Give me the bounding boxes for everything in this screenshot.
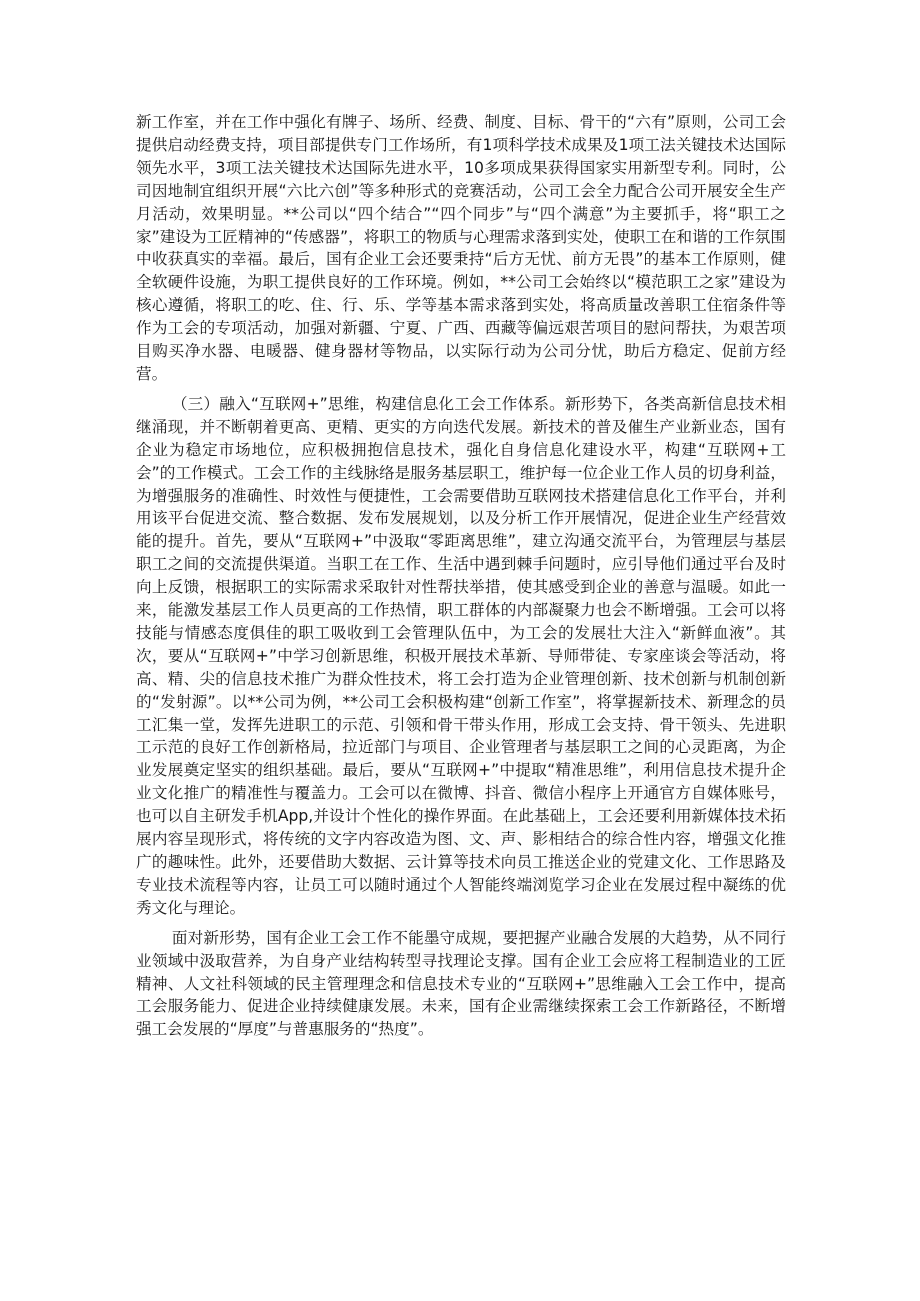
paragraph-section-3: （三）融入“互联网+”思维，构建信息化工会工作体系。新形势下，各类高新信息技术相继涌现，并不断朝着更高、更精、更实的方向迭代发展。新技术的普及催生产业新业态，国有企业为稳定市场地位，应积极拥抱信息技术，强化自身信息化建设水平，构建“互联网+工会”的工作模式。工会工作的主线脉络是服务基层职工，维护每一位企业工作人员的切身利益，为增强服务的准确性、时效性与便捷性，工会需要借助互联网技术搭建信息化工作平台，并利用该平台促进交流、整合数据、发布发展规划，以及分析工作开展情况，促进企业生产经营效能的提升。首先，要从“互联网+”中汲取“零距离思维”，建立沟通交流平台，为管理层与基层职工之间的交流提供渠道。当职工在工作、生活中遇到棘手问题时，应引导他们通过平台及时向上反馈，根据职工的实际需求采取针对性帮扶举措，使其感受到企业的善意与温暖。如此一来，能激发基层工作人员更高的工作热情，职工群体的内部凝聚力也会不断增强。工会可以将技能与情感态度俱佳的职工吸收到工会管理队伍中，为工会的发展壮大注入“新鲜血液”。其次，要从“互联网+”中学习创新思维，积极开展技术革新、导师带徒、专家座谈会等活动，将高、精、尖的信息技术推广为群众性技术，将工会打造为企业管理创新、技术创新与机制创新的“发射源”。以**公司为例，**公司工会积极构建“创新工作室”，将掌握新技术、新理念的员工汇集一堂，发挥先进职工的示范、引领和骨干带头作用，形成工会支持、骨干领头、先进职工示范的良好工作创新格局，拉近部门与项目、企业管理者与基层职工之间的心灵距离，为企业发展奠定坚实的组织基础。最后，要从“互联网+”中提取“精准思维”，利用信息技术提升企业文化推广的精准性与覆盖力。工会可以在微博、抖音、微信小程序上开通官方自媒体账号，也可以自主研发手机App,并设计个性化的操作界面。在此基础上，工会还要利用新媒体技术拓展内容呈现形式，将传统的文字内容改造为图、文、声、影相结合的综合性内容，增强文化推广的趣味性。此外，还要借助大数据、云计算等技术向员工推送企业的党建文化、工作思路及专业技术流程等内容，让员工可以随时通过个人智能终端浏览学习企业在发展过程中凝练的优秀文化与理论。 <box>136 394 786 917</box>
paragraph-conclusion: 面对新形势，国有企业工会工作不能墨守成规，要把握产业融合发展的大趋势，从不同行业领域中汲取营养，为自身产业结构转型寻找理论支撑。国有企业工会应将工程制造业的工匠精神、人文社科领域的民主管理理念和信息技术专业的“互联网+”思维融入工会工作中，提高工会服务能力、促进企业持续健康发展。未来，国有企业需继续探索工会工作新路径，不断增强工会发展的“厚度”与普惠服务的“热度”。 <box>136 928 786 1039</box>
document-page <box>136 111 786 1041</box>
paragraph-continuation: 新工作室，并在工作中强化有牌子、场所、经费、制度、目标、骨干的“六有”原则，公司工会提供启动经费支持，项目部提供专门工作场所，有1项科学技术成果及1项工法关键技术达国际领先水平，3项工法关键技术达国际先进水平，10多项成果获得国家实用新型专利。同时，公司因地制宜组织开展“六比六创”等多种形式的竞赛活动，公司工会全力配合公司开展安全生产月活动，效果明显。**公司以“四个结合”“四个同步”与“四个满意”为主要抓手，将“职工之家”建设为工匠精神的“传感器”，将职工的物质与心理需求落到实处，使职工在和谐的工作氛围中收获真实的幸福。最后，国有企业工会还要秉持“后方无忧、前方无畏”的基本工作原则，健全软硬件设施，为职工提供良好的工作环境。例如，**公司工会始终以“模范职工之家”建设为核心遵循，将职工的吃、住、行、乐、学等基本需求落到实处，将高质量改善职工住宿条件等作为工会的专项活动，加强对新疆、宁夏、广西、西藏等偏远艰苦项目的慰问帮扶，为艰苦项目购买净水器、电暖器、健身器材等物品，以实际行动为公司分忧，助后方稳定、促前方经营。 <box>136 113 786 383</box>
